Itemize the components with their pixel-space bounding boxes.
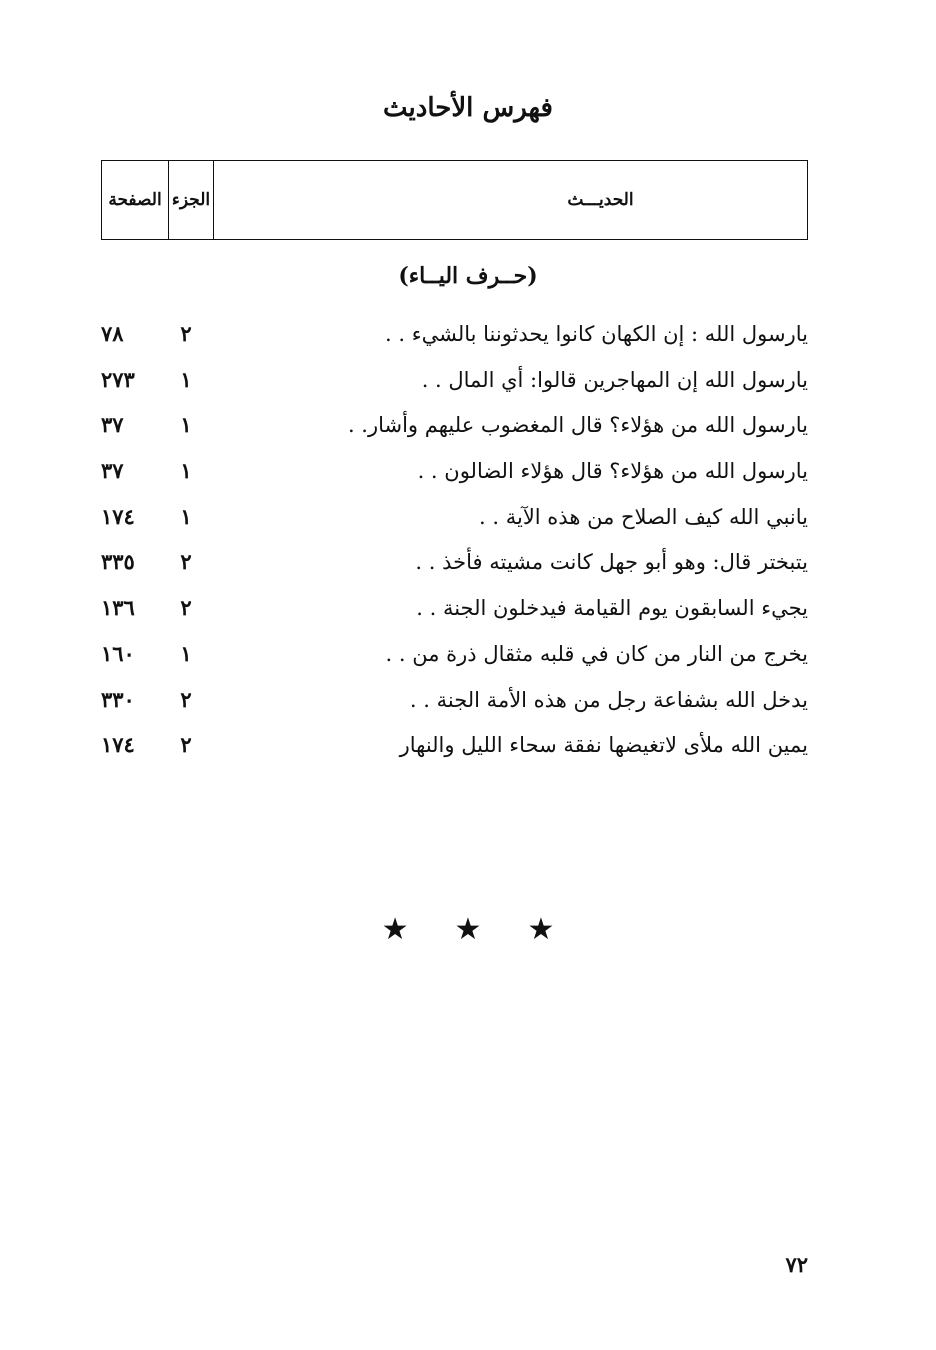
index-header-table: [101, 160, 808, 240]
entry-page: ٣٣٥: [101, 549, 135, 575]
index-entry: [101, 358, 808, 404]
entry-text: يارسول الله من هؤلاء؟ قال المغضوب عليهم وأشار. .: [347, 413, 808, 438]
entry-part: ٢: [180, 549, 192, 575]
hadith-index-list: [101, 312, 808, 769]
header-page: الصفحة: [108, 190, 162, 210]
entry-page: ٢٧٣: [101, 366, 135, 392]
entry-text: يانبي الله كيف الصلاح من هذه الآية . .: [479, 504, 808, 529]
entry-part: ١: [180, 412, 192, 438]
entry-page: ٣٧: [101, 458, 124, 484]
entry-text: يمين الله ملأى لاتغيضها نفقة سحاء الليل والنهار: [399, 733, 808, 758]
entry-page: ٣٧: [101, 412, 124, 438]
entry-text: يارسول الله إن المهاجرين قالوا: أي المال . .: [421, 367, 808, 392]
entry-part: ٢: [180, 686, 192, 712]
section-heading: (حــرف اليــاء): [398, 263, 538, 289]
page-title: فهرس الأحاديث: [383, 93, 553, 123]
star-separator: ★★★: [381, 912, 601, 947]
entry-part: ٢: [180, 595, 192, 621]
entry-page: ١٦٠: [101, 640, 135, 666]
entry-page: ١٧٤: [101, 732, 135, 758]
entry-page: ١٣٦: [101, 595, 135, 621]
entry-text: يارسول الله : إن الكهان كانوا يحدثوننا بالشيء . .: [385, 322, 808, 346]
index-entry: [101, 449, 808, 495]
index-entry: [101, 540, 808, 586]
index-entry: [101, 632, 808, 678]
entry-part: ١: [180, 503, 192, 529]
header-part: الجزء: [168, 161, 213, 239]
entry-page: ١٧٤: [101, 503, 135, 529]
entry-text: يجيء السابقون يوم القيامة فيدخلون الجنة . .: [416, 596, 808, 621]
entry-text: يدخل الله بشفاعة رجل من هذه الأمة الجنة . .: [409, 687, 808, 712]
entry-part: ١: [180, 458, 192, 484]
header-hadith: الحديـــث: [213, 161, 807, 239]
entry-part: ١: [180, 366, 192, 392]
entry-part: ٢: [180, 321, 192, 346]
entry-part: ٢: [180, 732, 192, 758]
index-entry: [101, 495, 808, 541]
index-entry: [101, 403, 808, 449]
entry-text: يخرج من النار من كان في قلبه مثقال ذرة من . .: [385, 641, 808, 666]
index-entry: [101, 678, 808, 724]
page-number: ٧٢: [785, 1252, 808, 1277]
entry-text: يتبختر قال: وهو أبو جهل كانت مشيته فأخذ . .: [415, 550, 808, 575]
index-entry: [101, 723, 808, 769]
index-entry: [101, 586, 808, 632]
entry-text: يارسول الله من هؤلاء؟ قال هؤلاء الضالون . .: [417, 459, 808, 484]
entry-page: ٧٨: [101, 321, 124, 346]
index-entry: [101, 312, 808, 358]
entry-part: ١: [180, 640, 192, 666]
entry-page: ٣٣٠: [101, 686, 135, 712]
